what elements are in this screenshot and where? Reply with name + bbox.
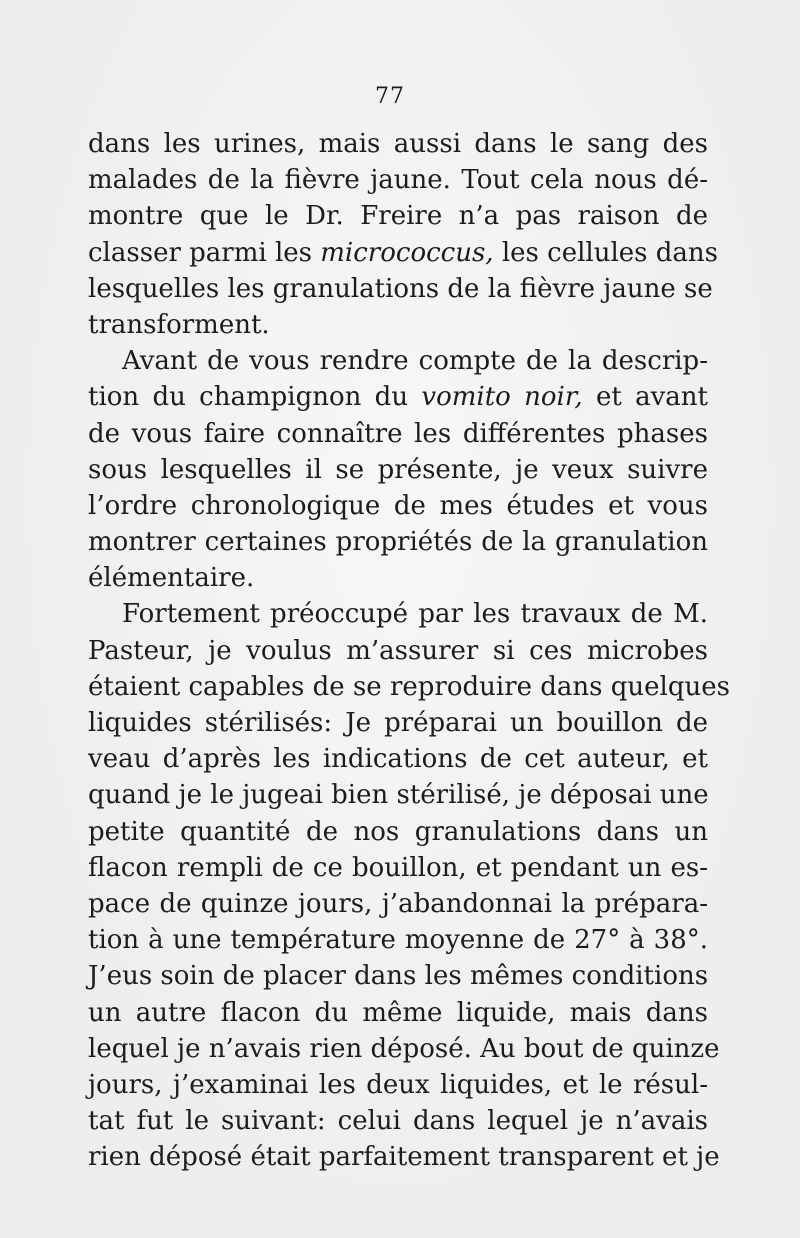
text-line [88,1103,708,1139]
text-line [88,814,708,850]
text-line [88,235,719,271]
text-line [88,488,708,524]
text-segment: Fortement préoccupé par les travaux de M. [122,599,708,630]
text-line [88,126,708,162]
text-segment: classer parmi les [88,237,321,268]
text-segment: Pasteur, je voulus m’assurer si ces microbes [88,635,708,666]
text-line [88,1067,708,1103]
page-number: 77 [375,84,405,109]
text-line [88,452,708,488]
text-segment: liquides stérilisés: Je préparai un bouillon de [88,708,708,738]
text-segment: tat fut le suivant: celui dans lequel je n’avais [88,1106,708,1137]
text-segment: montrer certaines propriétés de la granulation [88,527,708,558]
text-line [88,596,708,632]
text-segment: flacon rempli de ce bouillon, et pendant un es- [88,852,708,883]
text-line [88,162,708,198]
text-segment: et avant [582,382,709,413]
text-segment: Avant de vous rendre compte de la descrip- [122,346,708,377]
text-segment: de vous faire connaître les différentes phases [88,418,708,449]
text-segment: dans les urines, mais aussi dans le sang des [88,129,708,159]
text-line [88,922,708,958]
text-segment: J’eus soin de placer dans les mêmes conditions [88,961,709,992]
text-segment: transforment. [88,309,270,340]
text-segment: les cellules dans [493,237,719,268]
text-line [88,958,708,994]
text-line [88,560,708,596]
text-line [88,379,708,415]
text-line [88,1139,720,1175]
text-line [88,705,708,741]
text-segment: montre que le Dr. Freire n’a pas raison de [88,201,708,232]
text-line [88,307,708,343]
text-line [88,343,708,379]
text-line [88,850,708,886]
text-segment: lesquelles les granulations de la fièvre jaune se [88,273,713,304]
text-line [88,416,708,452]
italic-term: micrococcus, [320,237,494,268]
text-segment: élémentaire. [88,563,255,594]
text-line [88,995,708,1031]
text-segment: jours, j’examinai les deux liquides, et le résul- [88,1069,708,1100]
text-line [88,777,708,813]
text-segment: pace de quinze jours, j’abandonnai la prépara- [88,888,708,919]
text-line [88,669,730,705]
text-line [88,886,708,922]
italic-term: vomito noir, [421,382,583,413]
text-segment: petite quantité de nos granulations dans un [88,816,708,847]
text-line [88,198,708,234]
text-segment: un autre flacon du même liquide, mais dans [88,997,708,1028]
text-segment: veau d’après les indications de cet auteur, et [88,744,708,775]
text-segment: tion à une température moyenne de 27° à 38°. [88,925,708,956]
text-segment: sous lesquelles il se présente, je veux suivre [88,454,708,485]
text-segment: l’ordre chronologique de mes études et vous [88,490,708,521]
text-segment: tion du champignon du [88,382,422,413]
text-line [88,633,708,669]
text-segment: malades de la fièvre jaune. Tout cela nous dé- [88,165,708,196]
text-line [88,271,713,307]
text-line [88,1031,720,1067]
text-segment: lequel je n’avais rien déposé. Au bout de quinze [88,1033,720,1064]
text-line [88,524,708,560]
text-segment: rien déposé était parfaitement transparent et je [88,1142,720,1173]
text-line [88,741,708,777]
text-segment: quand je le jugeai bien stérilisé, je déposai une [88,780,709,811]
body-text [88,126,730,1175]
text-segment: étaient capables de se reproduire dans quelques [88,671,730,702]
